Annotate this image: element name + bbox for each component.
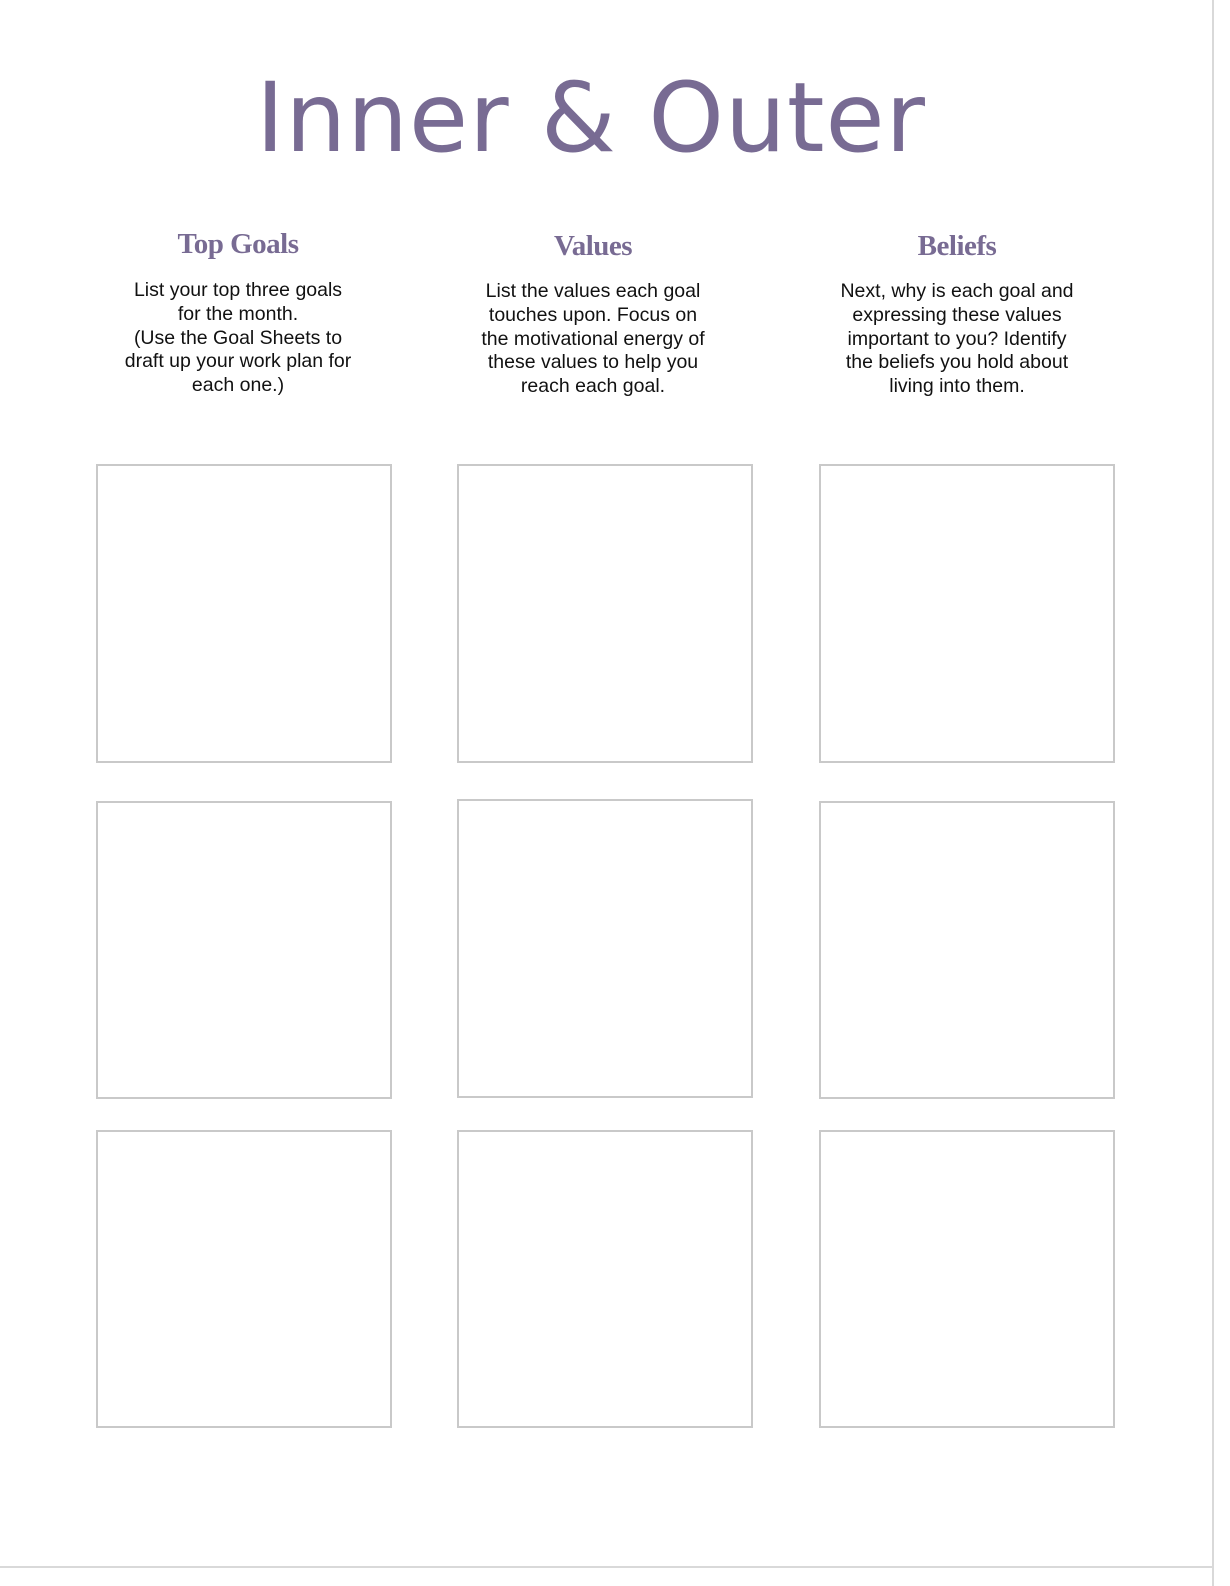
description-line: draft up your work plan for xyxy=(124,350,352,373)
description-line: expressing these values xyxy=(852,303,1062,326)
writing-box-top-goals-2[interactable] xyxy=(96,801,392,1099)
description-line: each one.) xyxy=(191,374,285,397)
description-line: Next, why is each goal and xyxy=(840,280,1074,302)
column-description-values xyxy=(443,280,743,399)
column-heading-values: Values xyxy=(553,230,633,262)
writing-box-values-1[interactable] xyxy=(457,464,753,763)
page-title: Inner & Outer xyxy=(256,62,926,174)
writing-box-values-3[interactable] xyxy=(457,1130,753,1428)
description-line: reach each goal. xyxy=(520,375,666,398)
writing-box-beliefs-3[interactable] xyxy=(819,1130,1115,1428)
column-description-top-goals xyxy=(88,279,388,398)
description-line: for the month. xyxy=(177,302,299,325)
column-heading-beliefs: Beliefs xyxy=(917,230,997,262)
writing-box-values-2[interactable] xyxy=(457,799,753,1098)
description-line: living into them. xyxy=(889,375,1025,398)
description-line: these values to help you xyxy=(487,351,699,374)
description-line: the motivational energy of xyxy=(481,327,705,350)
description-line: touches upon. Focus on xyxy=(488,303,698,326)
column-description-beliefs xyxy=(807,280,1107,399)
description-line: important to you? Identify xyxy=(847,327,1067,350)
description-line: List your top three goals xyxy=(133,279,343,301)
writing-box-beliefs-2[interactable] xyxy=(819,801,1115,1099)
description-line: List the values each goal xyxy=(485,280,701,302)
description-line: the beliefs you hold about xyxy=(845,351,1069,374)
description-line: (Use the Goal Sheets to xyxy=(133,326,343,349)
writing-box-beliefs-1[interactable] xyxy=(819,464,1115,763)
writing-box-top-goals-1[interactable] xyxy=(96,464,392,763)
page-edge-divider xyxy=(0,1566,1214,1568)
writing-box-top-goals-3[interactable] xyxy=(96,1130,392,1428)
page-edge-divider xyxy=(1212,0,1214,1586)
column-heading-top-goals: Top Goals xyxy=(177,228,299,260)
